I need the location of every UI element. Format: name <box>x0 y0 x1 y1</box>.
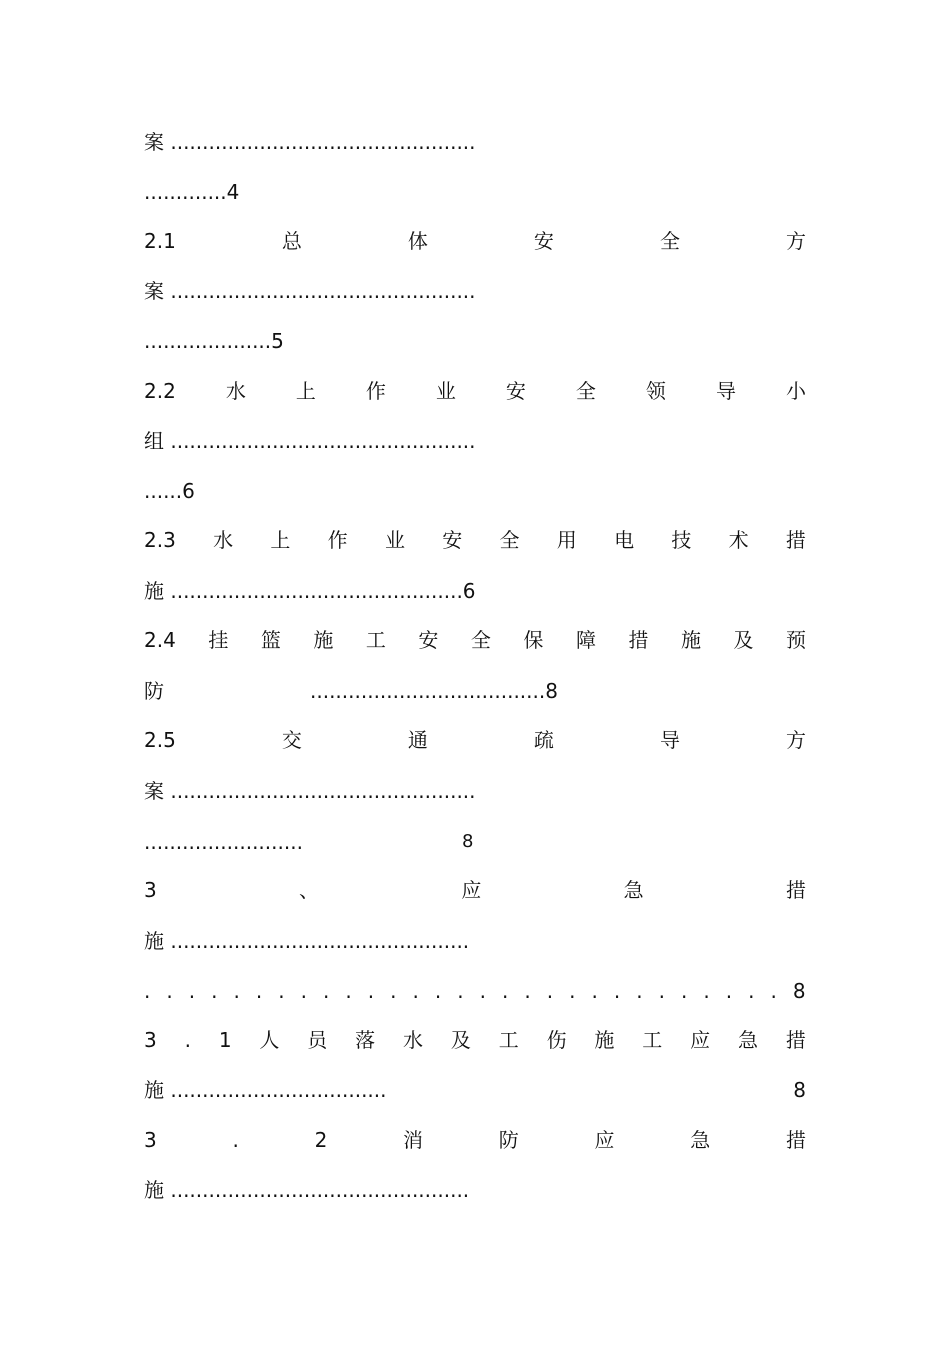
toc-token: 水 <box>402 1028 423 1052</box>
toc-token: 措 <box>785 1028 806 1052</box>
toc-text: ....................5 <box>144 329 284 353</box>
toc-token: 保 <box>523 628 544 652</box>
toc-label: 施 .................................. <box>144 1078 387 1102</box>
toc-token: 业 <box>384 528 405 552</box>
toc-token: . <box>681 979 688 1003</box>
toc-token: 急 <box>738 1028 758 1052</box>
toc-line-20 <box>144 1075 806 1105</box>
toc-token: 电 <box>614 528 635 552</box>
toc-token: . <box>367 979 375 1003</box>
toc-token: . <box>546 979 554 1003</box>
toc-token: 施 <box>313 628 334 652</box>
toc-token: 员 <box>307 1028 328 1052</box>
toc-token: 、 <box>299 878 320 902</box>
toc-line-12 <box>144 676 806 706</box>
toc-line-4 <box>144 276 806 306</box>
toc-token: 作 <box>327 528 348 552</box>
toc-token: . <box>184 1028 191 1052</box>
toc-token: 施 <box>680 628 701 652</box>
toc-entry-2-3 <box>144 525 806 555</box>
toc-token: 安 <box>418 628 439 652</box>
toc-token: . <box>569 979 576 1003</box>
toc-text: 案 ................................................ <box>144 779 476 803</box>
toc-leader: .....................................8 <box>310 679 558 703</box>
toc-entry-2-2 <box>144 376 806 406</box>
toc-token: 小 <box>785 379 806 403</box>
toc-token: 安 <box>505 379 526 403</box>
toc-line-1 <box>144 127 806 157</box>
toc-token: . <box>278 979 285 1003</box>
toc-token: 及 <box>733 628 754 652</box>
toc-token: . <box>390 979 397 1003</box>
toc-token: 方 <box>785 728 806 752</box>
toc-label: 防 <box>144 679 164 703</box>
toc-line-15 <box>144 827 806 857</box>
toc-token: 水 <box>213 528 234 552</box>
toc-token: 方 <box>785 229 806 253</box>
toc-token: 上 <box>270 528 291 552</box>
toc-token: . <box>479 979 486 1003</box>
toc-text: 施 ..............................................6 <box>144 579 476 603</box>
toc-line-17 <box>144 926 806 956</box>
toc-token: 导 <box>659 728 680 752</box>
toc-token: 障 <box>575 628 596 652</box>
toc-line-14 <box>144 776 806 806</box>
toc-text: 施 ............................................... <box>144 1178 470 1202</box>
toc-page-number: 8 <box>462 831 474 852</box>
toc-token: 篮 <box>260 628 281 652</box>
toc-token: 2 <box>314 1128 328 1152</box>
toc-token: . <box>636 979 643 1003</box>
toc-token: . <box>524 979 531 1003</box>
toc-token: 预 <box>786 628 806 652</box>
toc-token: 急 <box>690 1128 711 1152</box>
toc-token: . <box>233 979 240 1003</box>
toc-line-8 <box>144 476 806 506</box>
toc-line-7 <box>144 426 806 456</box>
toc-token: 消 <box>403 1128 424 1152</box>
toc-token: 措 <box>785 528 806 552</box>
toc-token: 体 <box>407 229 428 253</box>
toc-token: 术 <box>728 528 749 552</box>
toc-text: 施 ............................................... <box>144 929 470 953</box>
toc-token: 用 <box>556 528 577 552</box>
toc-token: . <box>232 1128 239 1152</box>
toc-token: 领 <box>645 379 666 403</box>
toc-text: 组 ................................................ <box>144 429 476 453</box>
toc-token: 应 <box>594 1128 615 1152</box>
toc-line-10 <box>144 576 806 606</box>
toc-token: . <box>144 979 151 1003</box>
toc-token: 安 <box>442 528 463 552</box>
toc-token: . <box>345 979 352 1003</box>
toc-token: 工 <box>642 1028 663 1052</box>
toc-token: 急 <box>623 878 644 902</box>
toc-token: 措 <box>785 1128 806 1152</box>
toc-entry-3 <box>144 875 806 905</box>
toc-token: 总 <box>281 229 302 253</box>
toc-token: . <box>457 979 464 1003</box>
toc-line-5 <box>144 326 806 356</box>
toc-token: 全 <box>470 628 491 652</box>
toc-token: 伤 <box>546 1028 567 1052</box>
toc-token: 及 <box>450 1028 471 1052</box>
toc-token: 2.3 <box>144 528 176 552</box>
toc-token: 全 <box>499 528 520 552</box>
toc-token: 作 <box>365 379 386 403</box>
toc-token: 落 <box>355 1028 376 1052</box>
toc-token: 应 <box>690 1028 711 1052</box>
toc-entry-2-5 <box>144 725 806 755</box>
toc-text: ......6 <box>144 479 195 503</box>
toc-token: 3 <box>144 878 157 902</box>
toc-token: 安 <box>533 229 554 253</box>
toc-token: . <box>300 979 307 1003</box>
toc-token: . <box>502 979 509 1003</box>
toc-token: 3 <box>144 1128 157 1152</box>
toc-text: .............4 <box>144 180 240 204</box>
toc-line-2 <box>144 177 806 207</box>
toc-token: 措 <box>785 878 806 902</box>
toc-token: 施 <box>594 1028 615 1052</box>
toc-token: 1 <box>218 1028 232 1052</box>
toc-token: . <box>591 979 598 1003</box>
toc-text: 案 ................................................ <box>144 130 476 154</box>
toc-token: . <box>658 979 665 1003</box>
toc-token: . <box>211 979 218 1003</box>
toc-line-22 <box>144 1175 806 1205</box>
toc-token: 通 <box>407 728 428 752</box>
toc-token: 水 <box>225 379 246 403</box>
toc-page-number: 8 <box>792 979 806 1003</box>
toc-token: 全 <box>659 229 680 253</box>
toc-token: 导 <box>715 379 736 403</box>
toc-token: 2.5 <box>144 728 176 752</box>
toc-token: 2.2 <box>144 379 176 403</box>
toc-text: 案 ................................................ <box>144 279 476 303</box>
toc-token: . <box>434 979 442 1003</box>
toc-token: 挂 <box>208 628 229 652</box>
toc-token: 业 <box>435 379 456 403</box>
toc-token: 2.1 <box>144 229 176 253</box>
toc-token: . <box>166 979 173 1003</box>
toc-token: 2.4 <box>144 628 176 652</box>
toc-entry-2-4 <box>144 625 806 655</box>
toc-token: 人 <box>259 1028 280 1052</box>
toc-token: 交 <box>281 728 302 752</box>
toc-token: 工 <box>498 1028 519 1052</box>
toc-token: . <box>255 979 263 1003</box>
toc-token: 工 <box>365 628 386 652</box>
toc-token: . <box>703 979 710 1003</box>
toc-dot-leader-row <box>144 976 806 1006</box>
toc-token: 上 <box>295 379 316 403</box>
toc-token: 疏 <box>533 728 554 752</box>
toc-token: . <box>412 979 419 1003</box>
toc-token: 防 <box>498 1128 519 1152</box>
toc-token: 技 <box>671 528 692 552</box>
toc-entry-3-1 <box>144 1025 806 1055</box>
toc-token: . <box>613 979 621 1003</box>
toc-token: . <box>748 979 755 1003</box>
toc-token: . <box>770 979 777 1003</box>
toc-leader: ......................... <box>144 830 303 854</box>
toc-token: . <box>725 979 733 1003</box>
toc-token: 应 <box>461 878 482 902</box>
toc-entry-3-2 <box>144 1125 806 1155</box>
toc-token: 3 <box>144 1028 157 1052</box>
toc-token: . <box>323 979 330 1003</box>
toc-token: 全 <box>575 379 596 403</box>
toc-token: . <box>188 979 196 1003</box>
toc-page-number: 8 <box>793 1078 806 1102</box>
toc-token: 措 <box>628 628 649 652</box>
toc-entry-2-1 <box>144 226 806 256</box>
